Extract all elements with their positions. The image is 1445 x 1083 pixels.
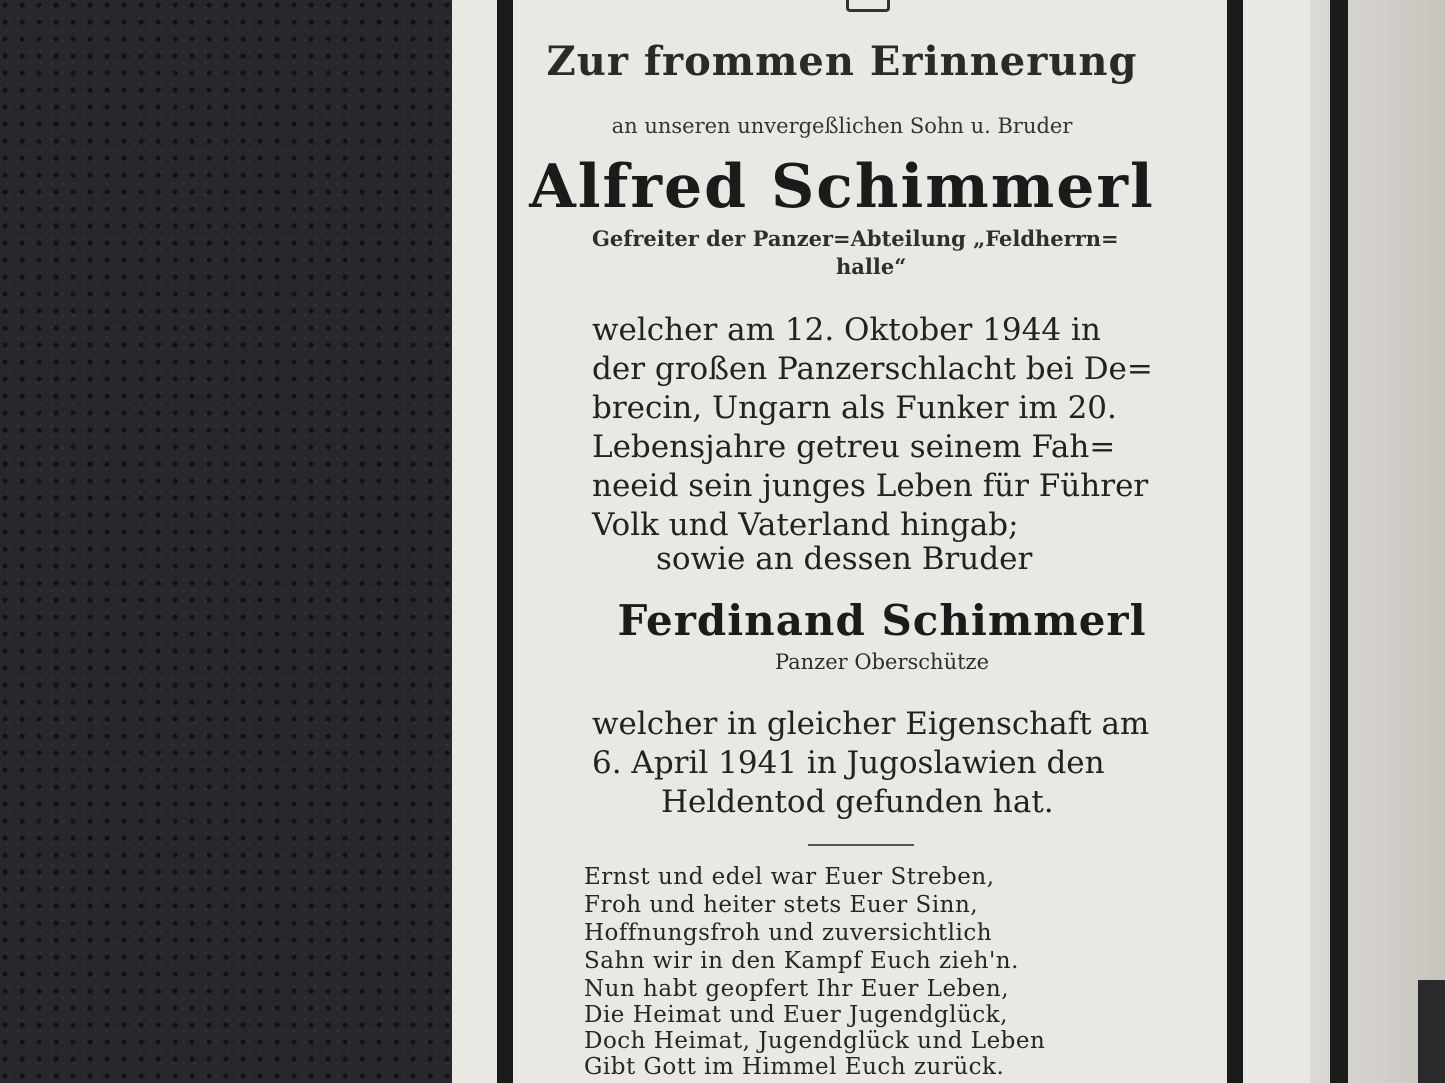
verse-line: Ernst und edel war Euer Streben, <box>584 864 995 890</box>
verse-line: Doch Heimat, Jugendglück und Leben <box>584 1028 1046 1054</box>
body1-line: welcher am 12. Oktober 1944 in <box>592 312 1101 348</box>
dark-fabric-background <box>0 0 452 1083</box>
memorial-card <box>452 0 1310 1083</box>
card-subtitle: an unseren unvergeßlichen Sohn u. Bruder <box>611 114 1073 138</box>
body2-line: welcher in gleicher Eigenschaft am <box>592 706 1150 742</box>
verse-line: Nun habt geopfert Ihr Euer Leben, <box>584 976 1010 1002</box>
card-text-area <box>516 0 1168 1083</box>
verse-line: Froh und heiter stets Euer Sinn, <box>584 892 979 918</box>
body1-line: brecin, Ungarn als Funker im 20. <box>592 390 1117 426</box>
adjacent-card-border <box>1330 0 1348 1083</box>
rank-ferdinand: Panzer Oberschütze <box>774 650 990 674</box>
card-title: Zur frommen Erinnerung <box>546 38 1138 85</box>
deceased-name-alfred: Alfred Schimmerl <box>529 152 1155 222</box>
adjacent-card-photo <box>1418 980 1445 1083</box>
body1-line: Volk und Vaterland hingab; <box>592 507 1019 543</box>
verse-line: Die Heimat und Euer Jugendglück, <box>584 1002 1008 1028</box>
body1-line: Lebensjahre getreu seinem Fah= <box>592 429 1116 465</box>
verse-line: Sahn wir in den Kampf Euch zieh'n. <box>584 948 1019 974</box>
deceased-name-ferdinand: Ferdinand Schimmerl <box>617 596 1147 645</box>
body2-line: Heldentod gefunden hat. <box>661 784 1054 820</box>
body1-line: der großen Panzerschlacht bei De= <box>592 351 1153 387</box>
body2-line: 6. April 1941 in Jugoslawien den <box>592 745 1105 781</box>
rank-alfred-line1: Gefreiter der Panzer=Abteilung „Feldherrn= <box>592 226 1119 251</box>
body1-line: sowie an dessen Bruder <box>656 541 1033 577</box>
divider-line <box>808 844 914 846</box>
rank-alfred-line2: halle“ <box>836 254 907 279</box>
body1-line: neeid sein junges Leben für Führer <box>592 468 1149 504</box>
verse-line: Hoffnungsfroh und zuversichtlich <box>584 920 993 946</box>
verse-line: Gibt Gott im Himmel Euch zurück. <box>584 1054 1005 1080</box>
